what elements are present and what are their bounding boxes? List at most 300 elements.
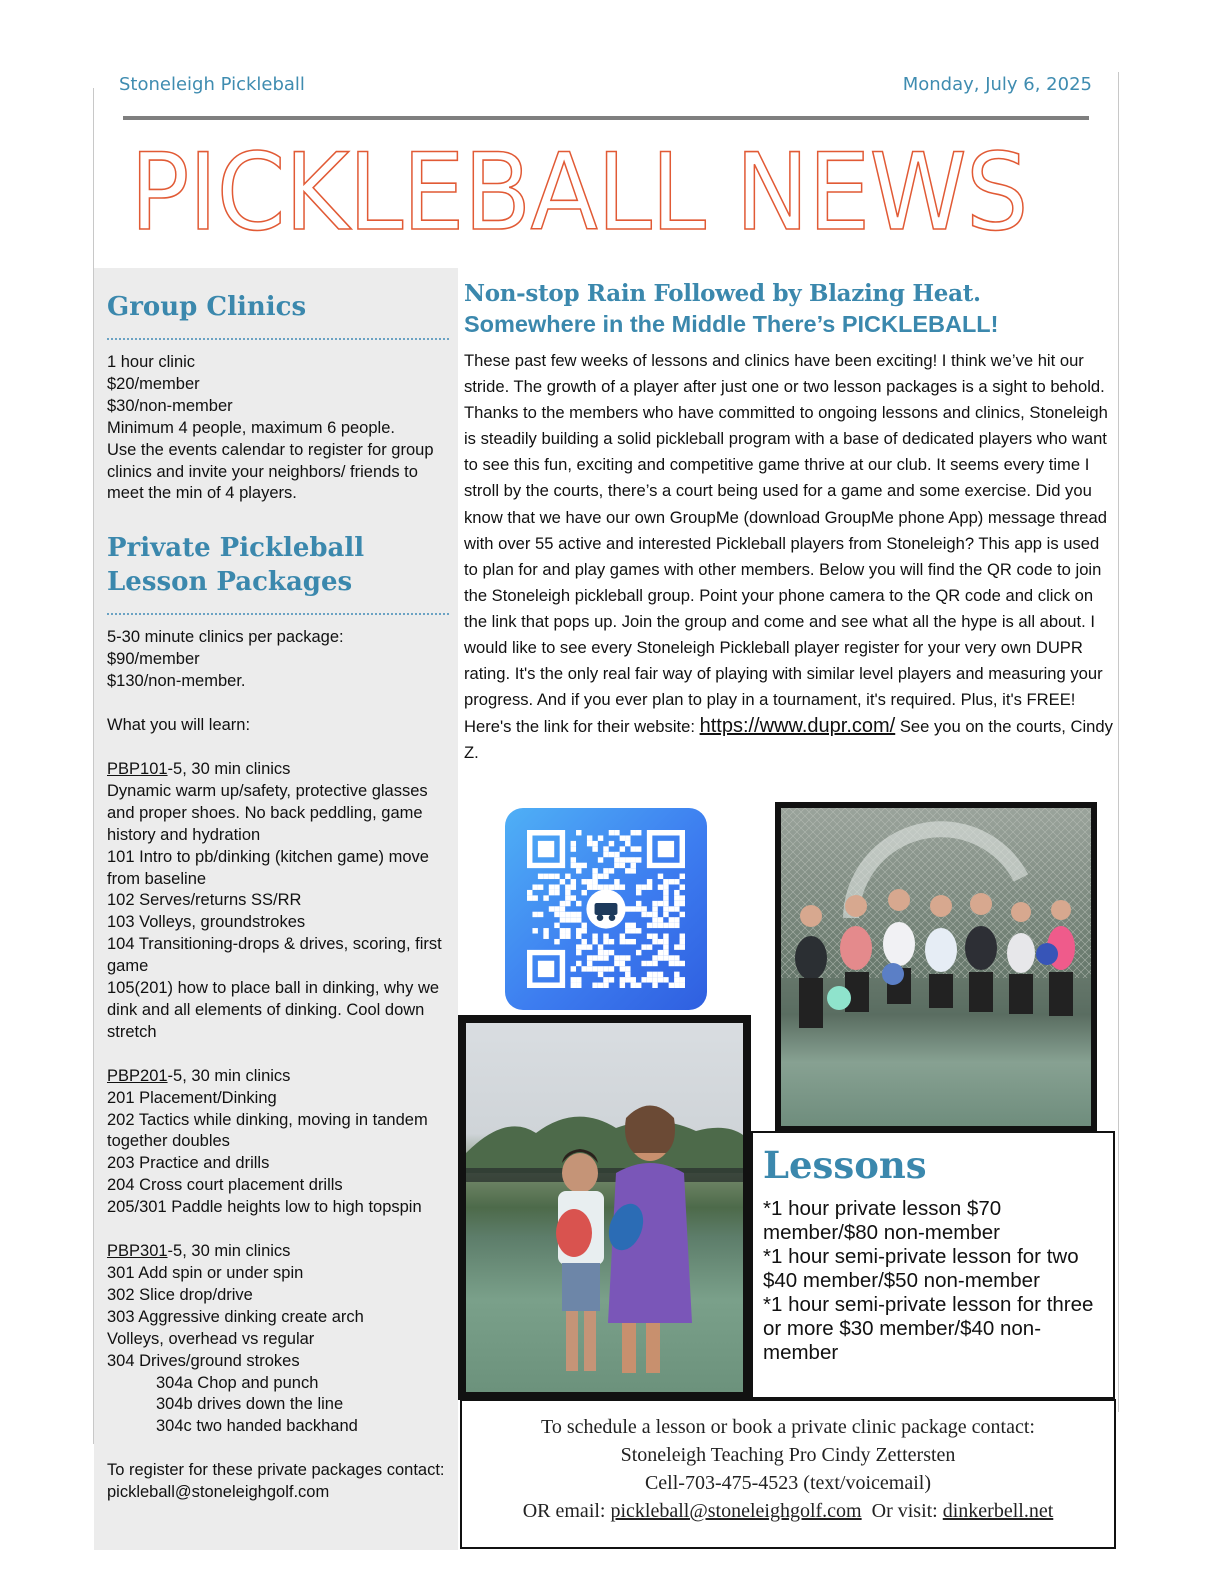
- qr-module: [680, 934, 685, 939]
- qr-module: [538, 874, 543, 879]
- qr-module: [543, 928, 548, 933]
- qr-module: [571, 841, 576, 846]
- qr-module: [636, 928, 641, 933]
- qr-module: [598, 950, 603, 955]
- qr-module: [658, 955, 663, 960]
- qr-module: [614, 879, 619, 884]
- qr-module: [576, 928, 581, 933]
- qr-module: [680, 895, 685, 900]
- pbp201-heading: [107, 1066, 449, 1088]
- qr-module: [587, 961, 592, 966]
- qr-module: [603, 884, 608, 889]
- qr-module: [598, 983, 603, 988]
- article-title-line1: Non-stop Rain Followed by Blazing Heat.: [464, 280, 981, 307]
- private-heading: Private Pickleball Lesson Packages: [107, 533, 365, 598]
- qr-module: [647, 923, 652, 928]
- qr-module: [663, 901, 668, 906]
- contact-email-link[interactable]: pickleball@stoneleighgolf.com: [610, 1500, 862, 1522]
- qr-module: [598, 955, 603, 960]
- qr-module: [571, 977, 576, 982]
- qr-module: [603, 868, 608, 873]
- qr-module: [592, 955, 597, 960]
- masthead-text: PICKLEBALL NEWS: [130, 131, 1028, 254]
- qr-module: [647, 912, 652, 917]
- qr-module: [592, 846, 597, 851]
- qr-module: [571, 884, 576, 889]
- dotted-divider: [107, 613, 449, 615]
- pbp101-suffix: -5, 30 min clinics: [167, 759, 291, 778]
- qr-module: [663, 895, 668, 900]
- qr-module: [543, 895, 548, 900]
- qr-module: [603, 846, 608, 851]
- qr-module: [549, 906, 554, 911]
- qr-module: [625, 928, 630, 933]
- instructor-photo: [458, 1015, 751, 1400]
- qr-module: [663, 955, 668, 960]
- qr-module: [625, 923, 630, 928]
- qr-module: [636, 830, 641, 835]
- qr-module: [576, 868, 581, 873]
- qr-module: [598, 874, 603, 879]
- qr-module: [554, 939, 559, 944]
- qr-module: [658, 923, 663, 928]
- lessons-title: Lessons: [763, 1143, 927, 1187]
- qr-module: [647, 977, 652, 982]
- qr-module: [625, 972, 630, 977]
- pbp301-text: 301 Add spin or under spin 302 Slice drop/drive 303 Aggressive dinking create arch Volleys, overhead vs regular 304 Drives/ground strokes: [107, 1264, 364, 1370]
- dotted-divider: [107, 338, 449, 340]
- qr-module: [663, 944, 668, 949]
- pbp201-text: 201 Placement/Dinking 202 Tactics while dinking, moving in tandem together doubles 203 Practice and drills 204 Cross court placement drills 205/301 Paddle heights low to high topspin: [107, 1088, 428, 1217]
- qr-module: [592, 879, 597, 884]
- pbp201-code: PBP201: [107, 1066, 168, 1085]
- contact-box: [460, 1399, 1116, 1549]
- qr-module: [576, 961, 581, 966]
- qr-module: [571, 846, 576, 851]
- masthead-title: [130, 131, 1090, 254]
- qr-module: [543, 874, 548, 879]
- qr-module: [598, 944, 603, 949]
- qr-module: [609, 841, 614, 846]
- group-photo-illustration: [781, 808, 1091, 1126]
- qr-module: [532, 895, 537, 900]
- qr-module: [609, 852, 614, 857]
- sidebar: [94, 268, 458, 1550]
- header-rule: [123, 116, 1089, 120]
- qr-module: [609, 966, 614, 971]
- qr-module: [549, 874, 554, 879]
- qr-module: [669, 923, 674, 928]
- qr-module: [652, 923, 657, 928]
- qr-module: [652, 983, 657, 988]
- qr-module: [598, 966, 603, 971]
- contact-line4: [462, 1497, 1114, 1525]
- qr-module: [609, 939, 614, 944]
- qr-module: [538, 884, 543, 889]
- qr-pattern: [527, 830, 685, 988]
- qr-module: [647, 879, 652, 884]
- qr-module: [631, 846, 636, 851]
- qr-module: [581, 928, 586, 933]
- qr-module: [565, 934, 570, 939]
- qr-module: [532, 912, 537, 917]
- qr-module: [592, 939, 597, 944]
- qr-module: [587, 879, 592, 884]
- qr-module: [663, 923, 668, 928]
- qr-module: [620, 961, 625, 966]
- qr-module: [669, 906, 674, 911]
- qr-module: [603, 950, 608, 955]
- qr-module: [554, 912, 559, 917]
- clinics-heading: Group Clinics: [107, 292, 307, 322]
- pbp301-code: PBP301: [107, 1242, 168, 1261]
- qr-module: [576, 934, 581, 939]
- qr-module: [636, 846, 641, 851]
- qr-module: [647, 944, 652, 949]
- qr-module: [614, 955, 619, 960]
- qr-module: [680, 874, 685, 879]
- qr-module: [663, 939, 668, 944]
- qr-module: [674, 895, 679, 900]
- qr-module: [658, 884, 663, 889]
- contact-line1: To schedule a lesson or book a private clinic package contact:: [541, 1416, 1035, 1438]
- qr-module: [631, 983, 636, 988]
- qr-module: [598, 884, 603, 889]
- qr-module: [674, 955, 679, 960]
- qr-module: [680, 961, 685, 966]
- qr-module: [603, 934, 608, 939]
- qr-module: [631, 868, 636, 873]
- qr-module: [620, 835, 625, 840]
- qr-module: [592, 868, 597, 873]
- qr-module: [674, 923, 679, 928]
- qr-module: [625, 835, 630, 840]
- qr-module: [680, 977, 685, 982]
- qr-module: [625, 857, 630, 862]
- qr-module: [663, 950, 668, 955]
- qr-module: [631, 977, 636, 982]
- qr-module: [603, 939, 608, 944]
- qr-module: [625, 841, 630, 846]
- qr-module: [571, 895, 576, 900]
- qr-module: [620, 966, 625, 971]
- qr-module: [592, 884, 597, 889]
- qr-module: [614, 863, 619, 868]
- qr-module: [663, 906, 668, 911]
- pbp101-text: Dynamic warm up/safety, protective glasses and proper shoes. No back peddling, game history and hydration 101 Intro to pb/dinking (kitchen game) move from baseline 102 Serves/returns SS/RR 103 Volleys, groundstrokes 104 Transitioning-drops & drives, scoring, first game 105(201) how to place ball in dinking, why we dink and all elements of dinking. Cool down stretch: [107, 781, 442, 1041]
- qr-module: [609, 884, 614, 889]
- qr-module: [658, 939, 663, 944]
- qr-module: [576, 901, 581, 906]
- qr-module: [641, 977, 646, 982]
- qr-module: [669, 955, 674, 960]
- qr-module: [587, 841, 592, 846]
- qr-module: [532, 928, 537, 933]
- qr-module: [631, 939, 636, 944]
- private-intro: 5-30 minute clinics per package: $90/member $130/non-member.: [107, 628, 344, 691]
- qr-module: [663, 884, 668, 889]
- qr-module: [652, 972, 657, 977]
- qr-module: [565, 895, 570, 900]
- qr-module: [581, 890, 586, 895]
- lessons-text: *1 hour private lesson $70 member/$80 non-member *1 hour semi-private lesson for two $40 member/$50 non-member *1 hour semi-private lesson for three or more $30 member/$40 non-member: [763, 1197, 1094, 1364]
- qr-module: [581, 879, 586, 884]
- qr-module: [625, 939, 630, 944]
- qr-module: [560, 906, 565, 911]
- qr-module: [571, 966, 576, 971]
- qr-module: [554, 874, 559, 879]
- qr-module: [652, 934, 657, 939]
- qr-module: [658, 950, 663, 955]
- lessons-box: [751, 1131, 1115, 1399]
- qr-module: [636, 857, 641, 862]
- contact-line3: Cell-703-475-4523 (text/voicemail): [644, 1472, 932, 1494]
- qr-module: [609, 830, 614, 835]
- qr-module: [549, 884, 554, 889]
- qr-module: [680, 944, 685, 949]
- qr-module: [603, 852, 608, 857]
- qr-module: [620, 884, 625, 889]
- qr-module: [674, 944, 679, 949]
- qr-module: [587, 944, 592, 949]
- qr-module: [674, 983, 679, 988]
- qr-module: [538, 912, 543, 917]
- learn-label: What you will learn:: [107, 716, 251, 735]
- qr-module: [631, 923, 636, 928]
- qr-module: [560, 934, 565, 939]
- qr-module: [641, 906, 646, 911]
- qr-module: [636, 884, 641, 889]
- qr-module: [631, 863, 636, 868]
- qr-module: [641, 961, 646, 966]
- qr-module: [625, 977, 630, 982]
- qr-module: [560, 917, 565, 922]
- qr-module: [620, 846, 625, 851]
- qr-module: [565, 890, 570, 895]
- qr-module: [674, 906, 679, 911]
- qr-module: [587, 884, 592, 889]
- qr-module: [669, 983, 674, 988]
- qr-module: [680, 901, 685, 906]
- qr-module: [603, 874, 608, 879]
- qr-module: [669, 917, 674, 922]
- qr-module: [598, 972, 603, 977]
- qr-module: [652, 977, 657, 982]
- qr-module: [647, 934, 652, 939]
- contact-line2: Stoneleigh Teaching Pro Cindy Zettersten: [620, 1444, 956, 1466]
- qr-module: [614, 830, 619, 835]
- qr-module: [614, 857, 619, 862]
- qr-module: [571, 983, 576, 988]
- qr-module: [658, 917, 663, 922]
- qr-module: [565, 874, 570, 879]
- article-body-text: These past few weeks of lessons and clinics have been exciting! I think we’ve hit our stride. The growth of a player after just one or two lesson packages is a sight to behold. Thanks to the members who have committed to ongoing lessons and clinics, Stoneleigh is steadily building a solid pickleball program with a base of dedicated players who want to see this fun, exciting and competitive game thrive at our club. It seems every time I stroll by the courts, there’s a court being used for a game and some exercise. Did you know that we have our own GroupMe (download GroupMe phone App) message thread with over 55 active and interested Pickleball players from Stoneleigh? This app is used to plan for and play games with other members. Below you will find the QR code to join the Stoneleigh pickleball group. Point your phone camera to the QR code and click on the link that pops up. Join the group and come and see what all the hype is all about. I would like to see every Stoneleigh Pickleball player register for your very own DUPR rating. It's the only real fair way of playing with similar level players and measuring your progress. And if you ever plan to play in a tournament, it's required. Plus, it's FREE! Here's the link for their website:: [464, 351, 1108, 737]
- qr-module: [592, 841, 597, 846]
- header-date: Monday, July 6, 2025: [902, 74, 1092, 95]
- qr-module: [576, 944, 581, 949]
- qr-module: [631, 906, 636, 911]
- qr-module: [609, 950, 614, 955]
- qr-module: [669, 879, 674, 884]
- qr-module: [565, 884, 570, 889]
- qr-module: [592, 934, 597, 939]
- pbp304-subitems: 304a Chop and punch 304b drives down the line 304c two handed backhand: [156, 1373, 358, 1436]
- qr-module: [674, 890, 679, 895]
- group-photo: [775, 802, 1097, 1132]
- page-border-right: [1118, 72, 1119, 1412]
- qr-module: [576, 977, 581, 982]
- qr-module: [598, 835, 603, 840]
- qr-module: [576, 983, 581, 988]
- qr-module: [571, 857, 576, 862]
- qr-module: [680, 884, 685, 889]
- qr-module: [663, 977, 668, 982]
- qr-module: [598, 857, 603, 862]
- qr-module: [652, 906, 657, 911]
- or-email-label: OR email:: [522, 1500, 611, 1522]
- qr-module: [631, 928, 636, 933]
- qr-module: [620, 863, 625, 868]
- qr-module: [592, 874, 597, 879]
- qr-module: [581, 939, 586, 944]
- article-closing: See you on the courts, Cindy Z.: [464, 717, 1113, 763]
- qr-module: [560, 901, 565, 906]
- qr-module: [647, 961, 652, 966]
- article-title-line2: Somewhere in the Middle There’s PICKLEBALL!: [464, 311, 999, 337]
- website-link[interactable]: dinkerbell.net: [942, 1500, 1054, 1522]
- pbp101-code: PBP101: [107, 759, 168, 778]
- qr-module: [592, 966, 597, 971]
- qr-module: [527, 895, 532, 900]
- qr-module: [571, 917, 576, 922]
- pbp301-heading: [107, 1241, 449, 1263]
- qr-module: [658, 874, 663, 879]
- qr-module: [603, 977, 608, 982]
- qr-module: [625, 868, 630, 873]
- qr-module: [576, 950, 581, 955]
- qr-module: [527, 890, 532, 895]
- qr-module: [647, 972, 652, 977]
- article-body: [464, 348, 1114, 767]
- qr-module: [581, 966, 586, 971]
- qr-module: [663, 934, 668, 939]
- qr-module: [652, 901, 657, 906]
- qr-module: [565, 901, 570, 906]
- qr-module: [614, 961, 619, 966]
- qr-module: [680, 939, 685, 944]
- qr-module: [658, 901, 663, 906]
- qr-module: [581, 923, 586, 928]
- qr-module: [652, 955, 657, 960]
- qr-module: [560, 912, 565, 917]
- qr-module: [614, 852, 619, 857]
- qr-module: [560, 928, 565, 933]
- qr-module: [636, 983, 641, 988]
- qr-module: [609, 868, 614, 873]
- qr-module: [631, 830, 636, 835]
- qr-module: [576, 912, 581, 917]
- qr-module: [571, 879, 576, 884]
- qr-module: [565, 917, 570, 922]
- qr-module: [587, 966, 592, 971]
- qr-module: [554, 923, 559, 928]
- qr-module: [587, 835, 592, 840]
- qr-module: [560, 879, 565, 884]
- qr-module: [620, 939, 625, 944]
- qr-module: [543, 934, 548, 939]
- qr-module: [554, 884, 559, 889]
- qr-module: [603, 966, 608, 971]
- qr-module: [603, 983, 608, 988]
- qr-module: [652, 917, 657, 922]
- qr-module: [680, 983, 685, 988]
- qr-module: [636, 901, 641, 906]
- qr-module: [532, 884, 537, 889]
- dupr-link[interactable]: https://www.dupr.com/: [699, 715, 896, 738]
- qr-module: [652, 961, 657, 966]
- qr-module: [581, 863, 586, 868]
- qr-module: [587, 955, 592, 960]
- qr-module: [674, 972, 679, 977]
- pbp101-heading: [107, 759, 449, 781]
- qr-module: [609, 977, 614, 982]
- qr-module: [636, 950, 641, 955]
- header-org: Stoneleigh Pickleball: [119, 74, 305, 95]
- pbp201-suffix: -5, 30 min clinics: [167, 1066, 291, 1085]
- groupme-qr-code[interactable]: [505, 808, 707, 1010]
- qr-module: [674, 977, 679, 982]
- register-text: To register for these private packages contact: pickleball@stoneleighgolf.com: [107, 1461, 445, 1502]
- qr-module: [620, 983, 625, 988]
- qr-module: [641, 944, 646, 949]
- qr-module: [571, 912, 576, 917]
- qr-module: [674, 961, 679, 966]
- qr-module: [680, 912, 685, 917]
- qr-module: [620, 857, 625, 862]
- qr-module: [565, 928, 570, 933]
- qr-module: [620, 934, 625, 939]
- qr-module: [663, 890, 668, 895]
- qr-module: [663, 912, 668, 917]
- qr-module: [641, 912, 646, 917]
- qr-module: [631, 857, 636, 862]
- qr-module: [658, 972, 663, 977]
- qr-module: [647, 884, 652, 889]
- qr-module: [636, 906, 641, 911]
- qr-module: [614, 884, 619, 889]
- qr-module: [674, 901, 679, 906]
- or-visit-label: Or visit:: [861, 1500, 943, 1522]
- qr-module: [663, 879, 668, 884]
- qr-module: [565, 912, 570, 917]
- qr-module: [674, 917, 679, 922]
- qr-module: [576, 863, 581, 868]
- qr-module: [636, 890, 641, 895]
- clinics-text: 1 hour clinic $20/member $30/non-member Minimum 4 people, maximum 6 people. Use the events calendar to register for group clinics and invite your neighbors/ friends to meet the min of 4 players.: [107, 353, 434, 503]
- qr-module: [652, 939, 657, 944]
- qr-module: [625, 955, 630, 960]
- qr-module: [625, 966, 630, 971]
- qr-module: [549, 890, 554, 895]
- qr-module: [641, 884, 646, 889]
- qr-module: [581, 944, 586, 949]
- qr-module: [674, 879, 679, 884]
- pbp301-suffix: -5, 30 min clinics: [167, 1242, 291, 1261]
- qr-module: [603, 955, 608, 960]
- qr-module: [554, 906, 559, 911]
- qr-module: [576, 917, 581, 922]
- qr-module: [592, 983, 597, 988]
